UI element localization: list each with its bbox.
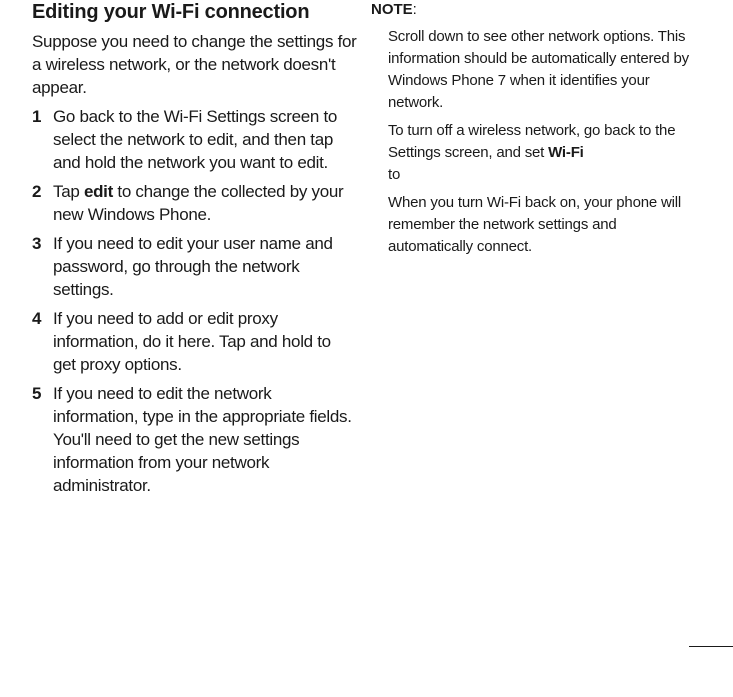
step-text-before: Tap [53,182,84,201]
note-bold-term: Wi-Fi [548,144,584,161]
note-text-after: to [388,166,401,183]
step-text: If you need to edit the network information, type in the appropriate fields. You'll need to get the new settings information from your network administrator. [53,384,352,495]
list-item [32,232,357,301]
intro-paragraph: Suppose you need to change the settings for a wireless network, or the network doesn't appear. [32,32,357,97]
step-text: If you need to add or edit proxy information, do it here. Tap and hold to get proxy options. [53,309,331,374]
steps-list [32,105,357,497]
step-number: 2 [32,182,42,201]
step-number: 1 [32,107,42,126]
right-column [371,0,701,258]
step-text: If you need to edit your user name and password, go through the network settings. [53,234,333,299]
step-bold-term: edit [83,182,113,201]
list-item [32,105,357,174]
section-heading: Editing your Wi-Fi connection [32,1,310,23]
list-item [32,382,357,497]
step-number: 3 [32,234,42,253]
step-number: 4 [32,309,42,328]
note-text-before: To turn off a wireless network, go back to the Settings screen, and set [388,122,676,161]
page-rule [689,646,733,647]
note-paragraph-1: Scroll down to see other network options. This information should be automatically entered by Windows Phone 7 when it identifies your network. [388,28,689,111]
left-column [32,0,357,503]
step-number: 5 [32,384,42,403]
note-label-text: NOTE [371,1,413,18]
note-label [371,0,701,20]
step-text: Go back to the Wi-Fi Settings screen to select the network to edit, and then tap and hold the network you want to edit. [53,107,338,172]
note-paragraph-2 [388,120,701,186]
note-colon: : [412,1,417,18]
note-paragraph-3: When you turn Wi-Fi back on, your phone will remember the network settings and automatically connect. [388,194,681,255]
list-item [32,180,357,226]
step-text-after: to change the collected by your new Windows Phone. [53,182,344,224]
list-item [32,307,357,376]
